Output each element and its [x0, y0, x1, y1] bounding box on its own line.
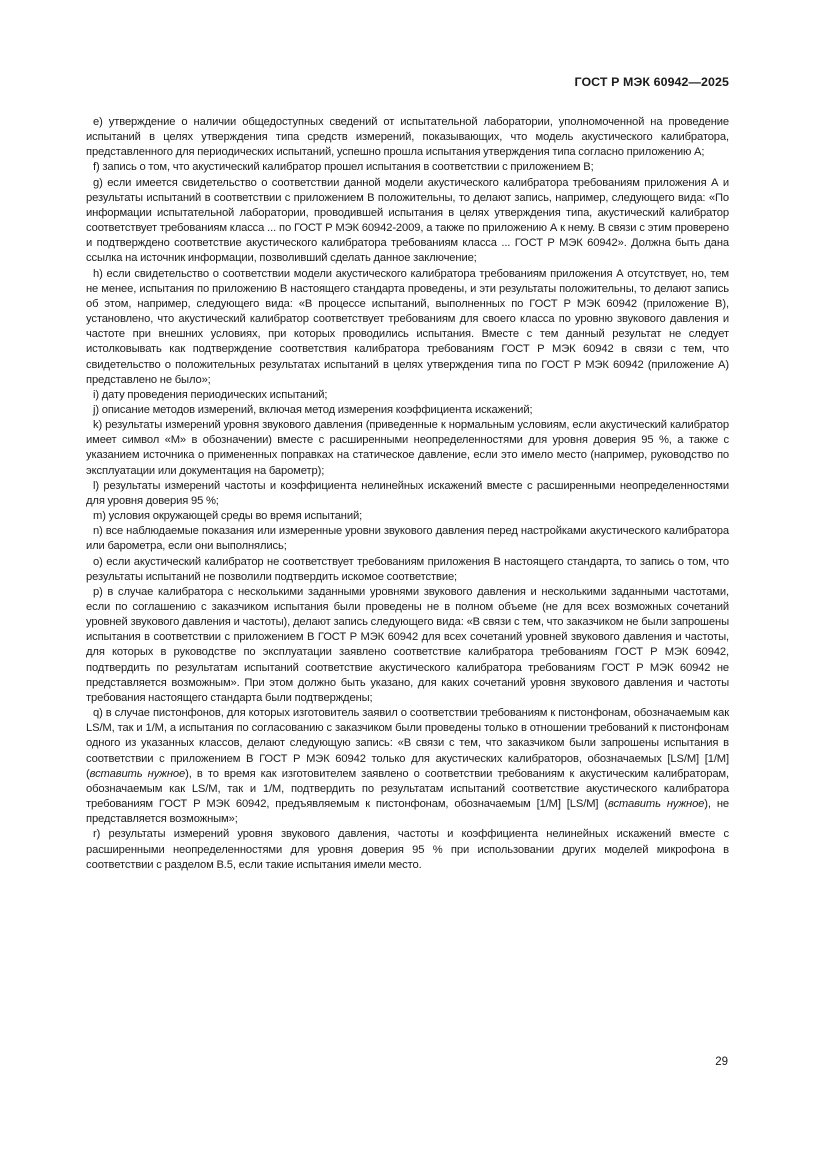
list-item-j: j) описание методов измерений, включая метод измерения коэффициента искажений; — [93, 403, 533, 416]
list-item-m: m) условия окружающей среды во время испытаний; — [93, 510, 363, 523]
list-item-q-part-c: ), не представляется возможным»; — [86, 798, 730, 826]
list-item-q — [86, 706, 729, 827]
document-header: ГОСТ Р МЭК 60942—2025 — [574, 75, 729, 89]
list-item-n: n) все наблюдаемые показания или измеренные уровни звукового давления перед настройками акустического калибратора или барометра, если они выполнялись; — [86, 525, 729, 553]
list-item-e: е) утверждение о наличии общедоступных сведений от испытательной лаборатории, уполномоченной на проведение испытаний в целях утверждения типа средств измерений, показывающих, что модель акустического калибратора, представленного для периодических испытаний, успешно прошла испытания утверждения типа согласно приложению А; — [86, 116, 729, 159]
document-body — [86, 115, 729, 873]
list-item-h: h) если свидетельство о соответствии модели акустического калибратора требованиям приложения А отсутствует, но, тем не менее, испытания по приложению В настоящего стандарта проведены, и эти результаты положительны, то делают запись об этом, например, следующего вида: «В процессе испытаний, выполненных по ГОСТ Р МЭК 60942 (приложение В), установлено, что акустический калибратор соответствует требованиям для своего класса по уровню звукового давления и частоте при внешних условиях, при которых проводились испытания. Вместе с тем данный результат не следует истолковывать как подтверждение соответствия калибратора требованиям ГОСТ Р МЭК 60942 в связи с тем, что свидетельство о положительных результатах испытаний в целях утверждения типа по ГОСТ Р МЭК 60942 (приложение А) представлено не было»; — [86, 267, 729, 386]
list-item-o: о) если акустический калибратор не соответствует требованиям приложения В настоящего стандарта, то запись о том, что результаты испытаний не позволили подтвердить искомое соответствие; — [86, 555, 729, 583]
list-item-k: k) результаты измерений уровня звукового давления (приведенные к нормальным условиям, если акустический калибратор имеет символ «М» в обозначении) вместе с расширенными неопределенностями для уровня доверия 95 %, а также с указанием источника о примененных поправках на статическое давление, если это имело место (например, руководство по эксплуатации или документация на барометр); — [86, 419, 729, 477]
list-item-i: i) дату проведения периодических испытаний; — [93, 388, 328, 401]
page-number: 29 — [715, 1056, 728, 1068]
list-item-l: l) результаты измерений частоты и коэффициента нелинейных искажений вместе с расширенными неопределенностями для уровня доверия 95 %; — [86, 479, 729, 507]
list-item-q-part-a: q) в случае пистонфонов, для которых изготовитель заявил о соответствии требованиям к пистонфонам, обозначаемым как LS/M, так и 1/M, а испытания по согласованию с заказчиком были проведены только в отношении требований к пистонфонам одного из указанных классов, делают следующую запись: «В связи с тем, что заказчиком были запрошены испытания в соответствии с приложением В ГОСТ Р МЭК 60942 только для акустических калибраторов, обозначаемых [LS/M] [1/M] ( — [86, 707, 729, 780]
list-item-g: g) если имеется свидетельство о соответствии данной модели акустического калибратора требованиям приложения А и результаты испытаний в соответствии с приложением В положительны, то делают запись, например, следующего вида: «По информации испытательной лаборатории, проводившей испытания в целях утверждения типа, акустический калибратор соответствует требованиям класса ... по ГОСТ Р МЭК 60942-2009, а также по приложению А к нему. В связи с этим проверено и подтверждено соответствие акустического калибратора требованиям класса ... ГОСТ Р МЭК 60942». Должна быть дана ссылка на источник информации, позволивший сделать данное заключение; — [86, 176, 729, 265]
list-item-p: р) в случае калибратора с несколькими заданными уровнями звукового давления и несколькими заданными частотами, если по соглашению с заказчиком испытания были проведены не в полном объеме (не для всех возможных сочетаний уровней звукового давления и частоты), делают запись следующего вида: «В связи с тем, что заказчиком не были запрошены испытания в соответствии с приложением В ГОСТ Р МЭК 60942 для всех сочетаний уровней звукового давления и частоты, для которых в руководстве по эксплуатации заявлено соответствие калибратора требованиям ГОСТ Р МЭК 60942, подтвердить по результатам испытаний соответствие акустического калибратора требованиям ГОСТ Р МЭК 60942 не представляется возможным». При этом должно быть указано, для каких сочетаний уровня звукового давления и частоты требования настоящего стандарта были подтверждены; — [86, 585, 729, 704]
list-item-q-emphasis-1: вставить нужное — [89, 767, 186, 780]
list-item-r: r) результаты измерений уровня звукового давления, частоты и коэффициента нелинейных искажений вместе с расширенными неопределенностями для уровня доверия 95 % при использовании других моделей микрофона в соответствии с разделом В.5, если такие испытания имели место. — [86, 828, 729, 871]
list-item-q-part-b: ), в то время как изготовителем заявлено о соответствии требованиям к акустическим калибраторам, обозначаемым как LS/M, так и 1/M, подтвердить по результатам испытаний соответствие акустического калибратора требованиям ГОСТ Р МЭК 60942, предъявляемым к пистонфонам, обозначаемым [1/M] [LS/M] ( — [86, 767, 729, 811]
list-item-q-emphasis-2: вставить нужное — [607, 798, 705, 811]
list-item-f: f) запись о том, что акустический калибратор прошел испытания в соответствии с приложением В; — [93, 161, 594, 174]
